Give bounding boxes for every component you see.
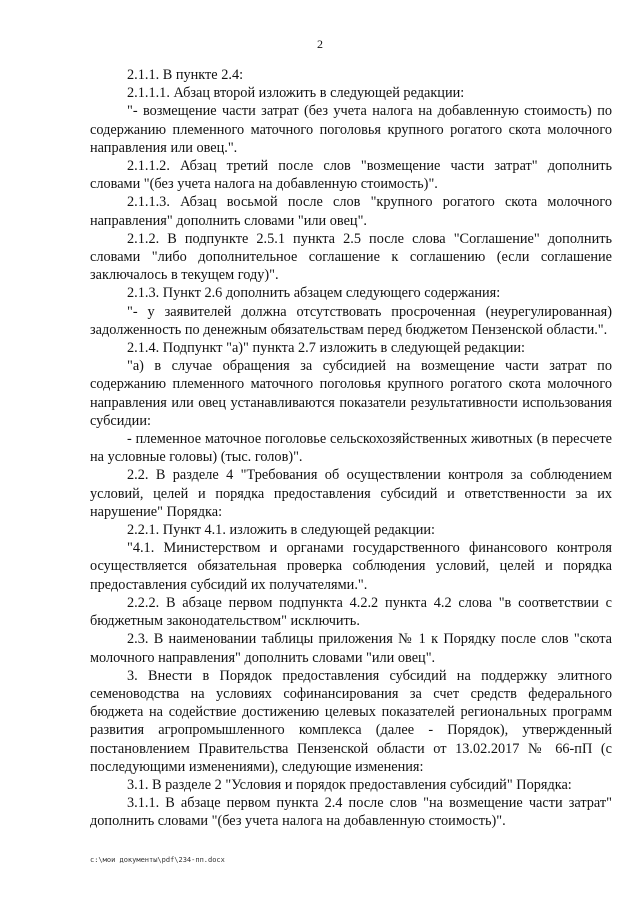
paragraph-2-1-1-1: 2.1.1.1. Абзац второй изложить в следующей редакции:	[127, 85, 465, 102]
paragraph-3-1: 3.1. В разделе 2 "Условия и порядок предоставления субсидий" Порядка:	[127, 776, 572, 793]
paragraph-2-2: 2.2. В разделе 4 "Требования об осуществлении контроля за соблюдением условий, целей и порядка предоставления субсидий и ответственности за их нарушение" Порядка:	[90, 467, 612, 520]
paragraph-2-1-1: 2.1.1. В пункте 2.4:	[127, 67, 244, 83]
paragraph-2-2-2: 2.2.2. В абзаце первом подпункта 4.2.2 пункта 4.2 слова "в соответствии с бюджетным законодательством" исключить.	[90, 594, 612, 630]
paragraph-2-1-1-2: 2.1.1.2. Абзац третий после слов "возмещение части затрат" дополнить словами "(без учета налога на добавленную стоимость)".	[90, 158, 612, 193]
paragraph-2-1-4: 2.1.4. Подпункт "а)" пункта 2.7 изложить в следующей редакции:	[127, 340, 525, 357]
paragraph-2-1-1-3: 2.1.1.3. Абзац восьмой после слов "крупного рогатого скота молочного направления" дополнить словами "или овец".	[90, 194, 612, 229]
paragraph-3: 3. Внести в Порядок предоставления субсидий на поддержку элитного семеноводства на условиях софинансирования за счет средств федерального бюджета на содействие достижению целевых показателей региональных программ развития агропромышленного комплекса (далее - Порядок), утвержденный постановлением Правительства Пензенской области от 13.02.2017 № 66-пП (с последующими изменениями), следующие изменения:	[90, 667, 612, 775]
paragraph-2-1-2: 2.1.2. В подпункте 2.5.1 пункта 2.5 после слова "Соглашение" дополнить словами "либо дополнительное соглашение к соглашению (если соглашение заключалось в текущем году)".	[90, 230, 612, 284]
document-body	[90, 66, 612, 831]
footer-file-path: c:\мои документы\pdf\234-пп.docx	[90, 856, 225, 864]
paragraph-3-1-1: 3.1.1. В абзаце первом пункта 2.4 после слов "на возмещение части затрат" дополнить словами "(без учета налога на добавленную стоимость)".	[90, 795, 612, 830]
paragraph-2-1-3: 2.1.3. Пункт 2.6 дополнить абзацем следующего содержания:	[127, 285, 501, 302]
page-number: 2	[317, 37, 323, 51]
paragraph-2-2-1: 2.2.1. Пункт 4.1. изложить в следующей редакции:	[127, 522, 436, 539]
paragraph-quote-4-1: "4.1. Министерством и органами государственного финансового контроля осуществляется обязательная проверка соблюдения условий, целей и порядка предоставления субсидий их получателями.".	[90, 540, 612, 593]
paragraph-2-3: 2.3. В наименовании таблицы приложения № 1 к Порядку после слов "скота молочного направления" дополнить словами "или овец".	[90, 631, 612, 666]
paragraph-quote-debt-requirement: "- у заявителей должна отсутствовать просроченная (неурегулированная) задолженность по денежным обязательствам перед бюджетом Пензенской области.".	[90, 303, 612, 338]
paragraph-quote-livestock-count: - племенное маточное поголовье сельскохозяйственных животных (в пересчете на условные головы) (тыс. голов)".	[90, 431, 612, 466]
paragraph-quote-subsidy-purpose: "- возмещение части затрат (без учета налога на добавленную стоимость) по содержанию племенного маточного поголовья крупного рогатого скота молочного направления или овец.".	[90, 103, 612, 156]
paragraph-quote-performance-indicators: "а) в случае обращения за субсидией на возмещение части затрат по содержанию племенного маточного поголовья крупного рогатого скота молочного направления или овец устанавливаются показатели результативности использования субсидии:	[90, 358, 612, 429]
